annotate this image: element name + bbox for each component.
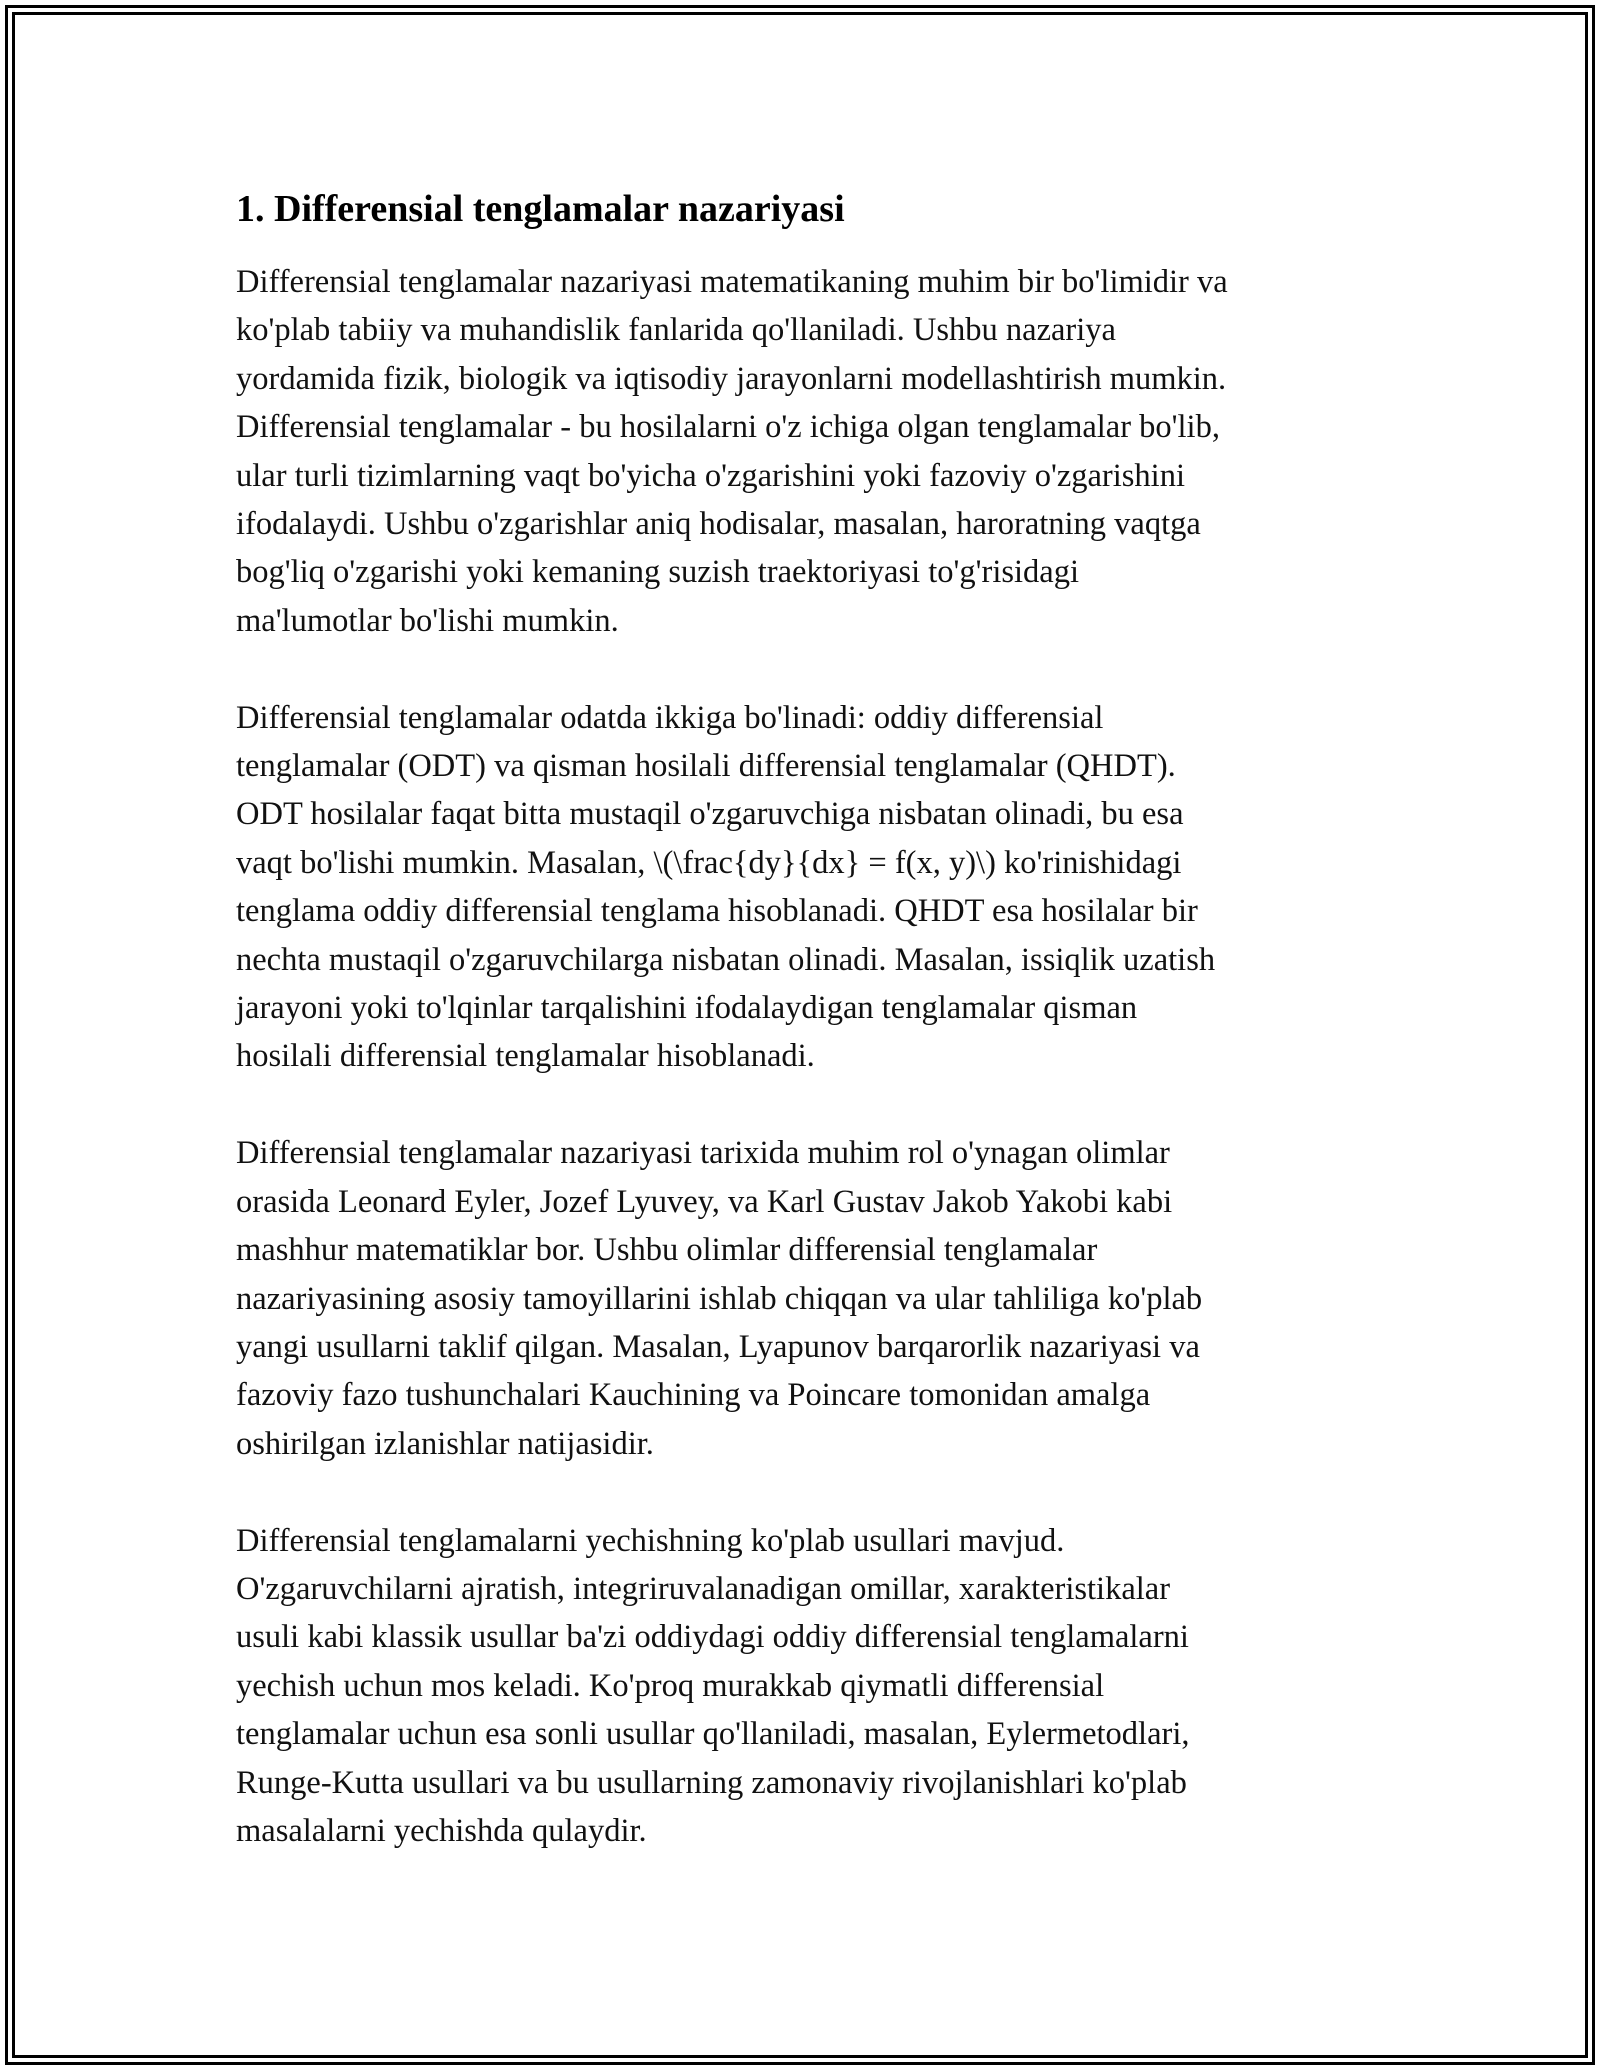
text-line: Runge-Kutta usullari va bu usullarning zamonaviy rivojlanishlari ko'plab: [236, 1764, 1187, 1801]
text-line: mashhur matematiklar bor. Ushbu olimlar differensial tenglamalar: [236, 1232, 1098, 1269]
text-line: ma'lumotlar bo'lishi mumkin.: [236, 602, 619, 639]
text-line: tenglamalar uchun esa sonli usullar qo'llaniladi, masalan, Eylermetodlari,: [236, 1716, 1190, 1753]
text-line: Differensial tenglamalar - bu hosilalarni o'z ichiga olgan tenglamalar bo'lib,: [236, 409, 1220, 446]
text-line: ODT hosilalar faqat bitta mustaqil o'zgaruvchiga nisbatan olinadi, bu esa: [236, 796, 1184, 833]
document-body: [236, 184, 1366, 1904]
text-line: Differensial tenglamalar odatda ikkiga bo'linadi: oddiy differensial: [236, 699, 1104, 736]
text-line: tenglamalar (ODT) va qisman hosilali differensial tenglamalar (QHDT).: [236, 748, 1176, 785]
paragraph-1: [236, 258, 1366, 645]
paragraph-3: [236, 1129, 1366, 1468]
text-line: Differensial tenglamalar nazariyasi matematikaning muhim bir bo'limidir va: [236, 264, 1228, 300]
text-line: masalalarni yechishda qulaydir.: [236, 1812, 647, 1849]
text-line: O'zgaruvchilarni ajratish, integriruvalanadigan omillar, xarakteristikalar: [236, 1570, 1171, 1607]
text-line: ular turli tizimlarning vaqt bo'yicha o'zgarishini yoki fazoviy o'zgarishini: [236, 457, 1185, 494]
text-line: nechta mustaqil o'zgaruvchilarga nisbatan olinadi. Masalan, issiqlik uzatish: [236, 941, 1216, 978]
text-line: ifodalaydi. Ushbu o'zgarishlar aniq hodisalar, masalan, haroratning vaqtga: [236, 506, 1201, 543]
text-line: oshirilgan izlanishlar natijasidir.: [236, 1425, 654, 1462]
section-heading: 1. Differensial tenglamalar nazariyasi: [236, 188, 845, 230]
text-line: ko'plab tabiiy va muhandislik fanlarida qo'llaniladi. Ushbu nazariya: [236, 312, 1116, 349]
text-line: tenglama oddiy differensial tenglama hisoblanadi. QHDT esa hosilalar bir: [236, 893, 1198, 930]
paragraph-4: [236, 1517, 1366, 1856]
text-line: yordamida fizik, biologik va iqtisodiy jarayonlarni modellashtirish mumkin.: [236, 360, 1227, 397]
text-line: Differensial tenglamalar nazariyasi tarixida muhim rol o'ynagan olimlar: [236, 1135, 1170, 1172]
text-line: orasida Leonard Eyler, Jozef Lyuvey, va Karl Gustav Jakob Yakobi kabi: [236, 1183, 1173, 1220]
text-line: usuli kabi klassik usullar ba'zi oddiydagi oddiy differensial tenglamalarni: [236, 1619, 1189, 1656]
text-line: bog'liq o'zgarishi yoki kemaning suzish traektoriyasi to'g'risidagi: [236, 554, 1080, 591]
text-line: vaqt bo'lishi mumkin. Masalan, \(\frac{dy}{dx} = f(x, y)\) ko'rinishidagi: [236, 844, 1182, 881]
text-line: hosilali differensial tenglamalar hisoblanadi.: [236, 1038, 815, 1075]
text-line: nazariyasining asosiy tamoyillarini ishlab chiqqan va ular tahliliga ko'plab: [236, 1280, 1203, 1317]
text-line: yangi usullarni taklif qilgan. Masalan, Lyapunov barqarorlik nazariyasi va: [236, 1328, 1200, 1365]
text-line: fazoviy fazo tushunchalari Kauchining va Poincare tomonidan amalga: [236, 1377, 1151, 1414]
paragraph-2: [236, 694, 1366, 1081]
text-line: jarayoni yoki to'lqinlar tarqalishini ifodalaydigan tenglamalar qisman: [236, 990, 1138, 1027]
text-line: yechish uchun mos keladi. Ko'proq murakkab qiymatli differensial: [236, 1667, 1105, 1704]
text-line: Differensial tenglamalarni yechishning ko'plab usullari mavjud.: [236, 1522, 1065, 1559]
